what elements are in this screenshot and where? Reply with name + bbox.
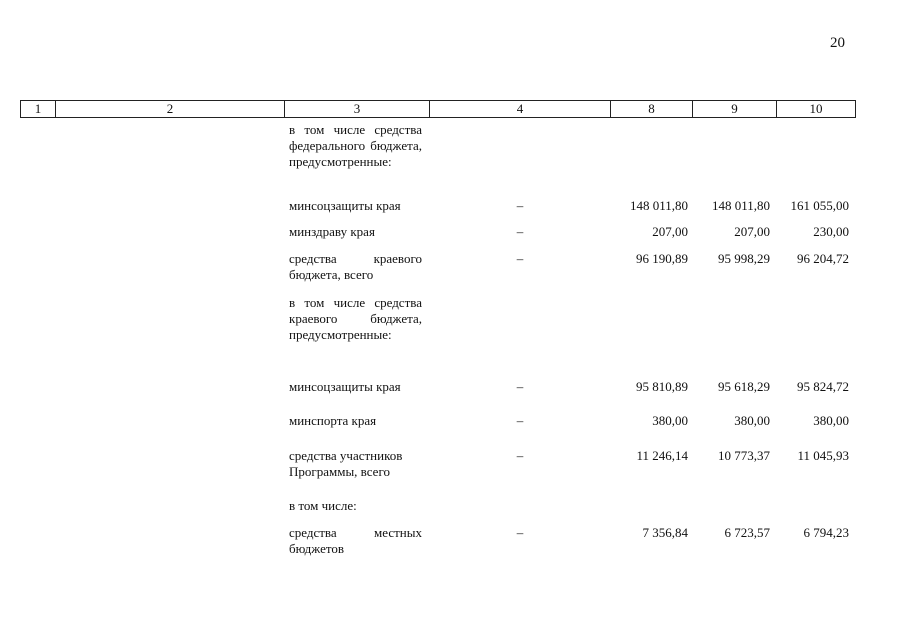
row-dash: – bbox=[516, 198, 524, 213]
row-value-col10: 96 204,72 bbox=[797, 251, 849, 266]
column-header-10: 10 bbox=[777, 101, 856, 118]
row-value-col8: 380,00 bbox=[652, 413, 688, 428]
row-dash: – bbox=[516, 224, 524, 239]
row-dash: – bbox=[516, 413, 524, 428]
row-label-federal-budget-subtotal: в том числе средства федерального бюджета, предусмотренные: bbox=[289, 122, 422, 169]
row-label-minzdrav: минздраву края bbox=[289, 224, 375, 239]
row-value-col8: 148 011,80 bbox=[629, 198, 688, 213]
row-label-minsoc-federal: минсоцзащиты края bbox=[289, 198, 401, 213]
row-value-col9: 148 011,80 bbox=[711, 198, 770, 213]
row-value-col9: 380,00 bbox=[734, 413, 770, 428]
row-value-col10: 6 794,23 bbox=[803, 525, 849, 540]
row-value-col9: 207,00 bbox=[734, 224, 770, 239]
row-value-col8: 96 190,89 bbox=[636, 251, 688, 266]
row-value-col8: 207,00 bbox=[652, 224, 688, 239]
row-value-col9: 95 618,29 bbox=[718, 379, 770, 394]
row-value-col10: 380,00 bbox=[813, 413, 849, 428]
row-dash: – bbox=[516, 525, 524, 540]
column-header-row bbox=[20, 100, 856, 118]
row-value-col8: 7 356,84 bbox=[642, 525, 688, 540]
row-value-col8: 95 810,89 bbox=[636, 379, 688, 394]
row-dash: – bbox=[516, 379, 524, 394]
column-header-8: 8 bbox=[611, 101, 693, 118]
column-header-1: 1 bbox=[21, 101, 56, 118]
row-label-minsoc-regional: минсоцзащиты края bbox=[289, 379, 401, 394]
row-value-col10: 95 824,72 bbox=[797, 379, 849, 394]
row-value-col10: 230,00 bbox=[813, 224, 849, 239]
row-value-col10: 11 045,93 bbox=[797, 448, 849, 463]
row-label-participants-total: средства участников Программы, всего bbox=[289, 448, 403, 479]
row-label-regional-budget-total: средства краевого бюджета, всего bbox=[289, 251, 422, 282]
row-dash: – bbox=[516, 251, 524, 266]
column-header-2: 2 bbox=[56, 101, 285, 118]
row-value-col9: 10 773,37 bbox=[718, 448, 770, 463]
row-label-minsport: минспорта края bbox=[289, 413, 377, 428]
column-header-4: 4 bbox=[430, 101, 611, 118]
row-label-local-budgets: средства местных бюджетов bbox=[289, 525, 422, 556]
column-header-9: 9 bbox=[693, 101, 777, 118]
row-label-including: в том числе: bbox=[289, 498, 357, 513]
page-number: 20 bbox=[830, 35, 845, 51]
row-value-col8: 11 246,14 bbox=[636, 448, 688, 463]
row-value-col10: 161 055,00 bbox=[790, 198, 849, 213]
column-header-3: 3 bbox=[285, 101, 430, 118]
row-value-col9: 6 723,57 bbox=[724, 525, 770, 540]
row-value-col9: 95 998,29 bbox=[718, 251, 770, 266]
row-label-regional-budget-subtotal: в том числе средства краевого бюджета, предусмотренные: bbox=[289, 295, 422, 342]
row-dash: – bbox=[516, 448, 524, 463]
